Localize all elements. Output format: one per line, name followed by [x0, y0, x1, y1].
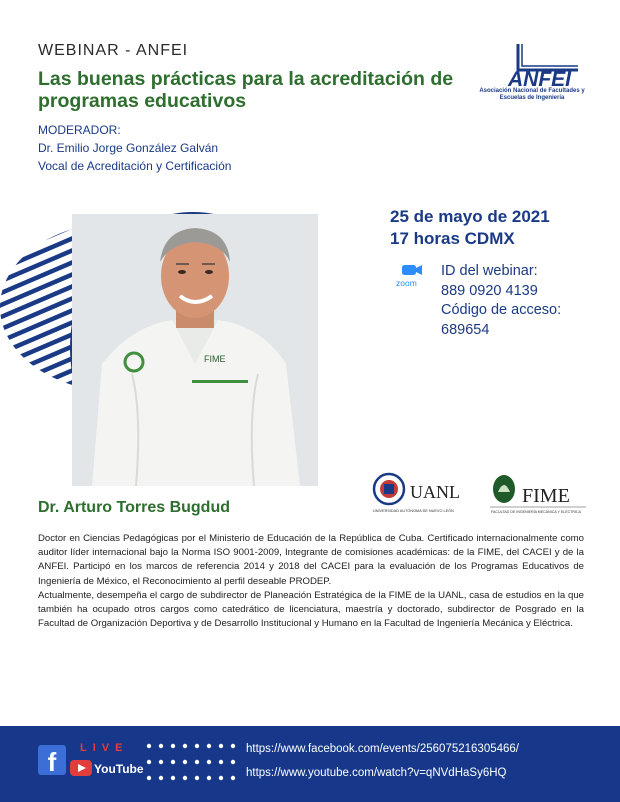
facebook-event-link[interactable]: https://www.facebook.com/events/256075216305466/: [246, 743, 519, 755]
webinar-id-label: ID del webinar:: [441, 263, 538, 279]
moderator-name: Dr. Emilio Jorge González Galván: [38, 141, 219, 155]
speaker-name: Dr. Arturo Torres Bugdud: [38, 499, 230, 516]
zoom-label: zoom: [396, 278, 417, 288]
moderator-block: [38, 121, 231, 175]
svg-text:FIME: FIME: [204, 354, 226, 364]
fime-caption: FACULTAD DE INGENIERÍA MECÁNICA Y ELÉCTRICA: [491, 510, 581, 514]
speaker-bio: [38, 532, 584, 631]
footer-bar: [0, 726, 620, 802]
anfei-logo-text: ANFEI: [508, 68, 571, 91]
moderator-role: Vocal de Acreditación y Certificación: [38, 159, 232, 173]
bio-paragraph-1: Doctor en Ciencias Pedagógicas por el Ministerio de Educación de la República de Cuba. Certificado internacionalmente como auditor líder internacional bajo la Norma ISO 9001-2009, Integrante de comisiones académicas: de la FIME, del CACEI y de la ANFEI. Participó en los marcos de referencia 2014 y 2018 del CACEI para la evaluación de los Programas Educativos de Ingeniería de México, el Reconocimiento al perfil deseable PRODEP.: [38, 533, 584, 587]
anfei-caption: Asociación Nacional de Facultades y Escuelas de Ingeniería: [479, 88, 585, 101]
access-code-label: Código de acceso:: [441, 302, 562, 318]
webinar-id: 889 0920 4139: [441, 282, 538, 299]
moderator-label: MODERADOR:: [38, 123, 121, 137]
speaker-illustration: [72, 214, 318, 486]
speaker-photo: [70, 212, 316, 484]
bio-paragraph-2: Actualmente, desempeña el cargo de subdirector de Planeación Estratégica de la FIME de la UANL, casa de estudios en la que también ha ocupado otros cargos como catedrático de licenciatura, maestría y doctorado, subdirector de Posgrado en la Facultad de Organización Deportiva y de Desarrollo Institucional y Humano en la Facultad de Ingeniería Mecánica y Eléctrica.: [38, 589, 584, 630]
live-label: LIVE: [80, 742, 129, 754]
page-title: Las buenas prácticas para la acreditación de programas educativos: [38, 68, 454, 112]
header-kicker: WEBINAR - ANFEI: [38, 42, 189, 59]
facebook-icon[interactable]: f: [38, 745, 66, 775]
decorative-dots: [145, 742, 237, 782]
access-code: 689654: [441, 321, 490, 338]
uanl-caption: UNIVERSIDAD AUTÓNOMA DE NUEVO LEÓN: [373, 509, 454, 513]
uanl-text: UANL: [410, 482, 460, 502]
fime-text: FIME: [522, 485, 570, 507]
youtube-text: YouTube: [94, 762, 144, 776]
fime-logo: [490, 472, 586, 516]
youtube-icon[interactable]: [70, 759, 144, 777]
event-time: 17 horas CDMX: [390, 229, 515, 248]
webinar-info: [441, 262, 561, 340]
uanl-logo: [372, 472, 476, 514]
youtube-video-link[interactable]: https://www.youtube.com/watch?v=qNVdHaSy6HQ: [246, 767, 507, 779]
event-date: 25 de mayo de 2021: [390, 207, 550, 226]
anfei-logo: [478, 40, 588, 120]
event-datetime: [390, 206, 550, 250]
